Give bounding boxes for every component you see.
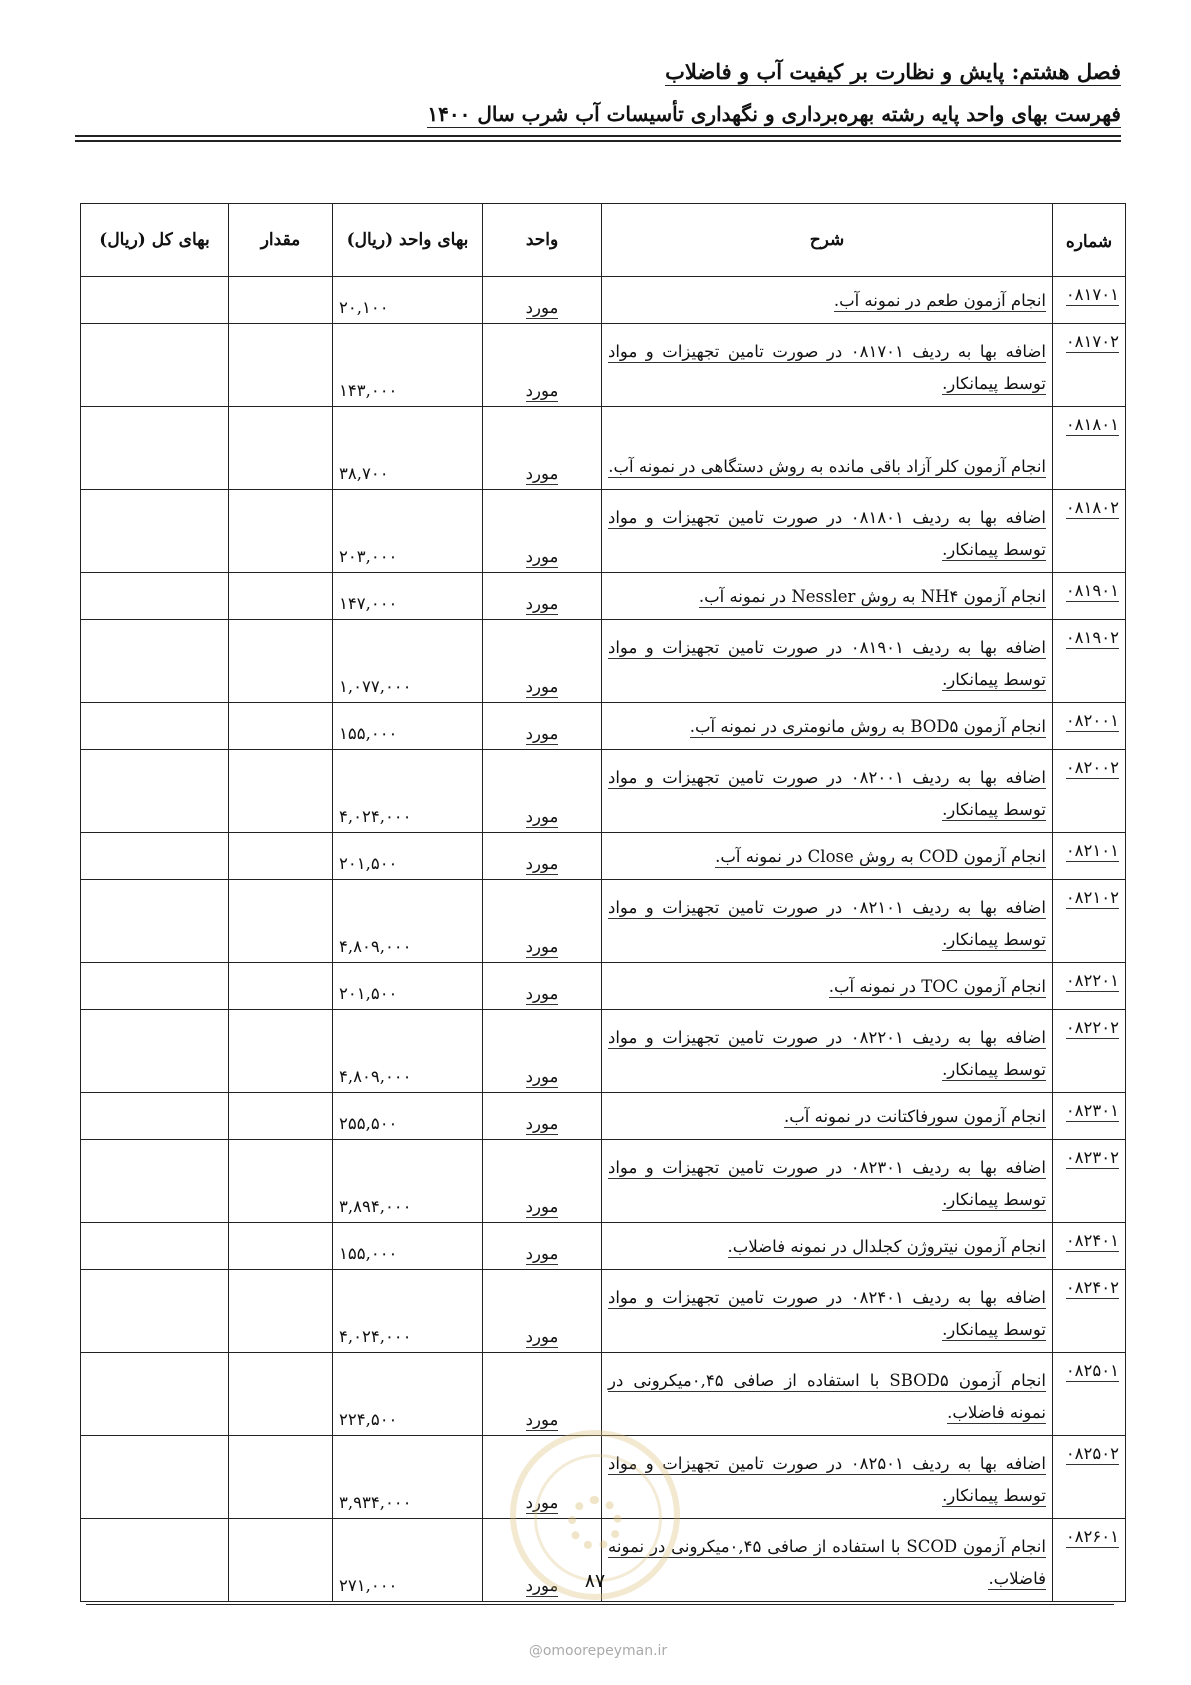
item-description-text: اضافه بها به ردیف ۰۸۲۰۰۱ در صورت تامین تجهیزات و مواد توسط پیمانکار.	[608, 768, 1046, 819]
list-title: فهرست بهای واحد پایه رشته بهره‌برداری و نگهداری تأسیسات آب شرب سال ۱۴۰۰	[427, 102, 1121, 126]
item-unit-price	[333, 1223, 483, 1270]
item-description-text: اضافه بها به ردیف ۰۸۲۵۰۱ در صورت تامین تجهیزات و مواد توسط پیمانکار.	[608, 1454, 1046, 1505]
item-number-text: ۰۸۲۲۰۱	[1065, 971, 1119, 990]
item-number	[1053, 880, 1126, 963]
header-total-price: بهای کل (ریال)	[81, 204, 229, 277]
item-unit	[483, 1436, 602, 1519]
item-number-text: ۰۸۲۳۰۱	[1065, 1101, 1119, 1120]
item-unit-text: مورد	[525, 381, 559, 400]
item-number	[1053, 1010, 1126, 1093]
item-description-text: انجام آزمون BOD۵ به روش مانومتری در نمونه آب.	[689, 717, 1046, 736]
item-unit-price	[333, 1093, 483, 1140]
item-description	[602, 963, 1053, 1010]
page-number: ۸۷	[584, 1570, 606, 1592]
item-description-text: انجام آزمون SCOD با استفاده از صافی ۰,۴۵میکرونی در نمونه فاضلاب.	[608, 1537, 1046, 1588]
item-description	[602, 1223, 1053, 1270]
item-number-text: ۰۸۱۹۰۱	[1065, 581, 1119, 600]
table-row	[81, 1436, 1126, 1519]
item-unit-price	[333, 573, 483, 620]
item-unit	[483, 324, 602, 407]
item-unit	[483, 1093, 602, 1140]
item-unit-price-text: ۱۴۳,۰۰۰	[339, 381, 398, 400]
item-number-text: ۰۸۲۴۰۱	[1065, 1231, 1119, 1250]
chapter-title: فصل هشتم: پایش و نظارت بر کیفیت آب و فاضلاب	[665, 59, 1121, 84]
item-unit-text: مورد	[525, 807, 559, 826]
item-unit	[483, 620, 602, 703]
item-unit	[483, 277, 602, 324]
item-unit	[483, 1223, 602, 1270]
item-total-price	[81, 324, 229, 407]
item-unit	[483, 1010, 602, 1093]
item-number-text: ۰۸۲۱۰۱	[1065, 841, 1119, 860]
item-unit-price	[333, 407, 483, 490]
item-number	[1053, 1093, 1126, 1140]
item-unit-text: مورد	[525, 854, 559, 873]
header-unit: واحد	[483, 204, 602, 277]
item-unit-text: مورد	[525, 677, 559, 696]
item-description	[602, 324, 1053, 407]
item-quantity	[229, 1093, 333, 1140]
item-quantity	[229, 324, 333, 407]
item-description-text: انجام آزمون SBOD۵ با استفاده از صافی ۰,۴۵میکرونی در نمونه فاضلاب.	[608, 1371, 1046, 1422]
item-total-price	[81, 750, 229, 833]
item-total-price	[81, 1140, 229, 1223]
item-unit-text: مورد	[525, 724, 559, 743]
item-unit-price	[333, 1519, 483, 1602]
table-row	[81, 833, 1126, 880]
item-description	[602, 880, 1053, 963]
item-unit	[483, 490, 602, 573]
item-unit-price-text: ۲۵۵,۵۰۰	[339, 1114, 398, 1133]
item-quantity	[229, 1436, 333, 1519]
item-unit-text: مورد	[525, 1576, 559, 1595]
page-header	[75, 54, 1121, 132]
item-quantity	[229, 1010, 333, 1093]
footer-rule	[86, 1604, 1114, 1605]
item-description	[602, 573, 1053, 620]
table-row	[81, 490, 1126, 573]
item-total-price	[81, 963, 229, 1010]
item-description-text: اضافه بها به ردیف ۰۸۲۱۰۱ در صورت تامین تجهیزات و مواد توسط پیمانکار.	[608, 898, 1046, 949]
item-number	[1053, 833, 1126, 880]
item-description-text: اضافه بها به ردیف ۰۸۲۲۰۱ در صورت تامین تجهیزات و مواد توسط پیمانکار.	[608, 1028, 1046, 1079]
item-unit-price-text: ۱۵۵,۰۰۰	[339, 1244, 398, 1263]
item-number	[1053, 277, 1126, 324]
item-description-text: انجام آزمون نیتروژن کجلدال در نمونه فاضلاب.	[727, 1237, 1046, 1256]
item-unit-price-text: ۴,۰۲۴,۰۰۰	[339, 807, 412, 826]
item-description	[602, 1010, 1053, 1093]
table-body	[81, 277, 1126, 1602]
item-number-text: ۰۸۲۴۰۲	[1065, 1278, 1119, 1297]
item-unit-price	[333, 1436, 483, 1519]
item-unit-price-text: ۳,۹۳۴,۰۰۰	[339, 1493, 412, 1512]
item-total-price	[81, 1223, 229, 1270]
item-description-text: انجام آزمون COD به روش Close در نمونه آب.	[715, 847, 1046, 866]
item-unit-text: مورد	[525, 464, 559, 483]
item-unit	[483, 1270, 602, 1353]
item-number	[1053, 963, 1126, 1010]
item-unit-text: مورد	[525, 1197, 559, 1216]
table-row	[81, 750, 1126, 833]
item-description	[602, 703, 1053, 750]
item-number-text: ۰۸۲۰۰۲	[1065, 758, 1119, 777]
item-description-text: انجام آزمون NH۴ به روش Nessler در نمونه آب.	[698, 587, 1046, 606]
item-unit-price-text: ۱۴۷,۰۰۰	[339, 594, 398, 613]
item-description-text: انجام آزمون کلر آزاد باقی مانده به روش دستگاهی در نمونه آب.	[608, 457, 1046, 476]
item-unit-price-text: ۲۰,۱۰۰	[339, 298, 389, 317]
header-rule-top	[75, 135, 1121, 137]
item-description	[602, 833, 1053, 880]
item-total-price	[81, 277, 229, 324]
item-unit	[483, 703, 602, 750]
item-unit	[483, 833, 602, 880]
item-unit-price	[333, 1140, 483, 1223]
item-unit-price-text: ۲۰۳,۰۰۰	[339, 547, 398, 566]
item-number	[1053, 1270, 1126, 1353]
item-total-price	[81, 1353, 229, 1436]
item-description	[602, 1093, 1053, 1140]
price-list-table	[80, 203, 1126, 1602]
item-unit-price-text: ۲۷۱,۰۰۰	[339, 1576, 398, 1595]
item-number	[1053, 703, 1126, 750]
item-unit-price-text: ۲۲۴,۵۰۰	[339, 1410, 398, 1429]
item-quantity	[229, 703, 333, 750]
item-quantity	[229, 277, 333, 324]
item-number	[1053, 490, 1126, 573]
item-unit-price-text: ۱۵۵,۰۰۰	[339, 724, 398, 743]
item-quantity	[229, 620, 333, 703]
item-unit-text: مورد	[525, 547, 559, 566]
item-unit-price	[333, 880, 483, 963]
item-number-text: ۰۸۱۹۰۲	[1065, 628, 1119, 647]
item-description-text: انجام آزمون طعم در نمونه آب.	[833, 291, 1046, 310]
item-description-text: انجام آزمون سورفاکتانت در نمونه آب.	[784, 1107, 1046, 1126]
item-unit-text: مورد	[525, 984, 559, 1003]
item-quantity	[229, 1353, 333, 1436]
item-quantity	[229, 750, 333, 833]
item-number	[1053, 407, 1126, 490]
table-row	[81, 620, 1126, 703]
item-quantity	[229, 407, 333, 490]
header-number: شماره	[1053, 204, 1126, 277]
item-description	[602, 620, 1053, 703]
item-unit-text: مورد	[525, 937, 559, 956]
item-unit-price-text: ۱,۰۷۷,۰۰۰	[339, 677, 412, 696]
item-total-price	[81, 1519, 229, 1602]
table-row	[81, 407, 1126, 490]
item-unit-text: مورد	[525, 1114, 559, 1133]
item-unit-price	[333, 324, 483, 407]
item-number	[1053, 573, 1126, 620]
item-unit	[483, 407, 602, 490]
table-row	[81, 1353, 1126, 1436]
item-description-text: اضافه بها به ردیف ۰۸۱۷۰۱ در صورت تامین تجهیزات و مواد توسط پیمانکار.	[608, 342, 1046, 393]
table-row	[81, 1223, 1126, 1270]
item-unit-text: مورد	[525, 1410, 559, 1429]
item-unit-price	[333, 833, 483, 880]
item-number	[1053, 1223, 1126, 1270]
item-number	[1053, 620, 1126, 703]
item-number	[1053, 1353, 1126, 1436]
item-unit-price	[333, 277, 483, 324]
item-quantity	[229, 1519, 333, 1602]
item-number-text: ۰۸۱۸۰۱	[1065, 415, 1119, 434]
item-unit-text: مورد	[525, 594, 559, 613]
header-unit-price: بهای واحد (ریال)	[333, 204, 483, 277]
item-unit-text: مورد	[525, 1493, 559, 1512]
item-number-text: ۰۸۱۷۰۱	[1065, 285, 1119, 304]
item-description	[602, 407, 1053, 490]
item-unit-text: مورد	[525, 1327, 559, 1346]
item-number-text: ۰۸۲۱۰۲	[1065, 888, 1119, 907]
item-quantity	[229, 833, 333, 880]
item-quantity	[229, 1223, 333, 1270]
item-unit-text: مورد	[525, 298, 559, 317]
item-unit-price-text: ۴,۸۰۹,۰۰۰	[339, 937, 412, 956]
item-quantity	[229, 880, 333, 963]
item-unit	[483, 750, 602, 833]
item-total-price	[81, 880, 229, 963]
item-unit-price	[333, 1270, 483, 1353]
item-number-text: ۰۸۱۸۰۲	[1065, 498, 1119, 517]
item-number-text: ۰۸۲۲۰۲	[1065, 1018, 1119, 1037]
item-description-text: انجام آزمون TOC در نمونه آب.	[828, 977, 1046, 996]
table-row	[81, 963, 1126, 1010]
item-description	[602, 1519, 1053, 1602]
item-description	[602, 277, 1053, 324]
item-unit-price	[333, 750, 483, 833]
item-unit-price-text: ۴,۰۲۴,۰۰۰	[339, 1327, 412, 1346]
item-description	[602, 1436, 1053, 1519]
item-unit-price-text: ۳,۸۹۴,۰۰۰	[339, 1197, 412, 1216]
item-total-price	[81, 407, 229, 490]
table-row	[81, 277, 1126, 324]
item-unit	[483, 880, 602, 963]
item-unit-price	[333, 490, 483, 573]
item-unit-price-text: ۲۰۱,۵۰۰	[339, 984, 398, 1003]
item-number-text: ۰۸۲۳۰۲	[1065, 1148, 1119, 1167]
item-description	[602, 490, 1053, 573]
table-row	[81, 1270, 1126, 1353]
table-row	[81, 573, 1126, 620]
item-unit-price	[333, 703, 483, 750]
item-unit-price-text: ۲۰۱,۵۰۰	[339, 854, 398, 873]
table-row	[81, 703, 1126, 750]
item-number-text: ۰۸۲۰۰۱	[1065, 711, 1119, 730]
item-unit-price-text: ۴,۸۰۹,۰۰۰	[339, 1067, 412, 1086]
item-unit	[483, 1140, 602, 1223]
item-unit-price	[333, 1353, 483, 1436]
item-total-price	[81, 1010, 229, 1093]
item-description	[602, 1140, 1053, 1223]
item-description	[602, 1270, 1053, 1353]
item-description-text: اضافه بها به ردیف ۰۸۱۹۰۱ در صورت تامین تجهیزات و مواد توسط پیمانکار.	[608, 638, 1046, 689]
item-number	[1053, 1140, 1126, 1223]
item-description-text: اضافه بها به ردیف ۰۸۲۳۰۱ در صورت تامین تجهیزات و مواد توسط پیمانکار.	[608, 1158, 1046, 1209]
item-description	[602, 1353, 1053, 1436]
item-number-text: ۰۸۱۷۰۲	[1065, 332, 1119, 351]
header-rule-bottom	[75, 140, 1121, 142]
item-total-price	[81, 1270, 229, 1353]
table-header-row	[81, 204, 1126, 277]
item-unit	[483, 1353, 602, 1436]
item-unit	[483, 963, 602, 1010]
table-row	[81, 880, 1126, 963]
header-quantity: مقدار	[229, 204, 333, 277]
item-unit-price-text: ۳۸,۷۰۰	[339, 464, 389, 483]
item-number	[1053, 1436, 1126, 1519]
item-total-price	[81, 1436, 229, 1519]
item-total-price	[81, 1093, 229, 1140]
item-description	[602, 750, 1053, 833]
item-unit	[483, 573, 602, 620]
table-row	[81, 324, 1126, 407]
item-unit-price	[333, 620, 483, 703]
item-quantity	[229, 1140, 333, 1223]
item-number-text: ۰۸۲۵۰۲	[1065, 1444, 1119, 1463]
item-description-text: اضافه بها به ردیف ۰۸۱۸۰۱ در صورت تامین تجهیزات و مواد توسط پیمانکار.	[608, 508, 1046, 559]
table-row	[81, 1140, 1126, 1223]
item-total-price	[81, 620, 229, 703]
item-total-price	[81, 833, 229, 880]
item-number	[1053, 750, 1126, 833]
item-number	[1053, 1519, 1126, 1602]
item-quantity	[229, 963, 333, 1010]
item-number-text: ۰۸۲۵۰۱	[1065, 1361, 1119, 1380]
item-unit-price	[333, 1010, 483, 1093]
item-unit-price	[333, 963, 483, 1010]
item-total-price	[81, 490, 229, 573]
item-unit-text: مورد	[525, 1067, 559, 1086]
table-row	[81, 1093, 1126, 1140]
item-quantity	[229, 573, 333, 620]
item-quantity	[229, 1270, 333, 1353]
table-row	[81, 1010, 1126, 1093]
item-number	[1053, 324, 1126, 407]
item-description-text: اضافه بها به ردیف ۰۸۲۴۰۱ در صورت تامین تجهیزات و مواد توسط پیمانکار.	[608, 1288, 1046, 1339]
item-total-price	[81, 703, 229, 750]
item-total-price	[81, 573, 229, 620]
website-watermark: @omoorepeyman.ir	[528, 1643, 668, 1659]
item-quantity	[229, 490, 333, 573]
item-unit-text: مورد	[525, 1244, 559, 1263]
item-number-text: ۰۸۲۶۰۱	[1065, 1527, 1119, 1546]
header-description: شرح	[602, 204, 1053, 277]
